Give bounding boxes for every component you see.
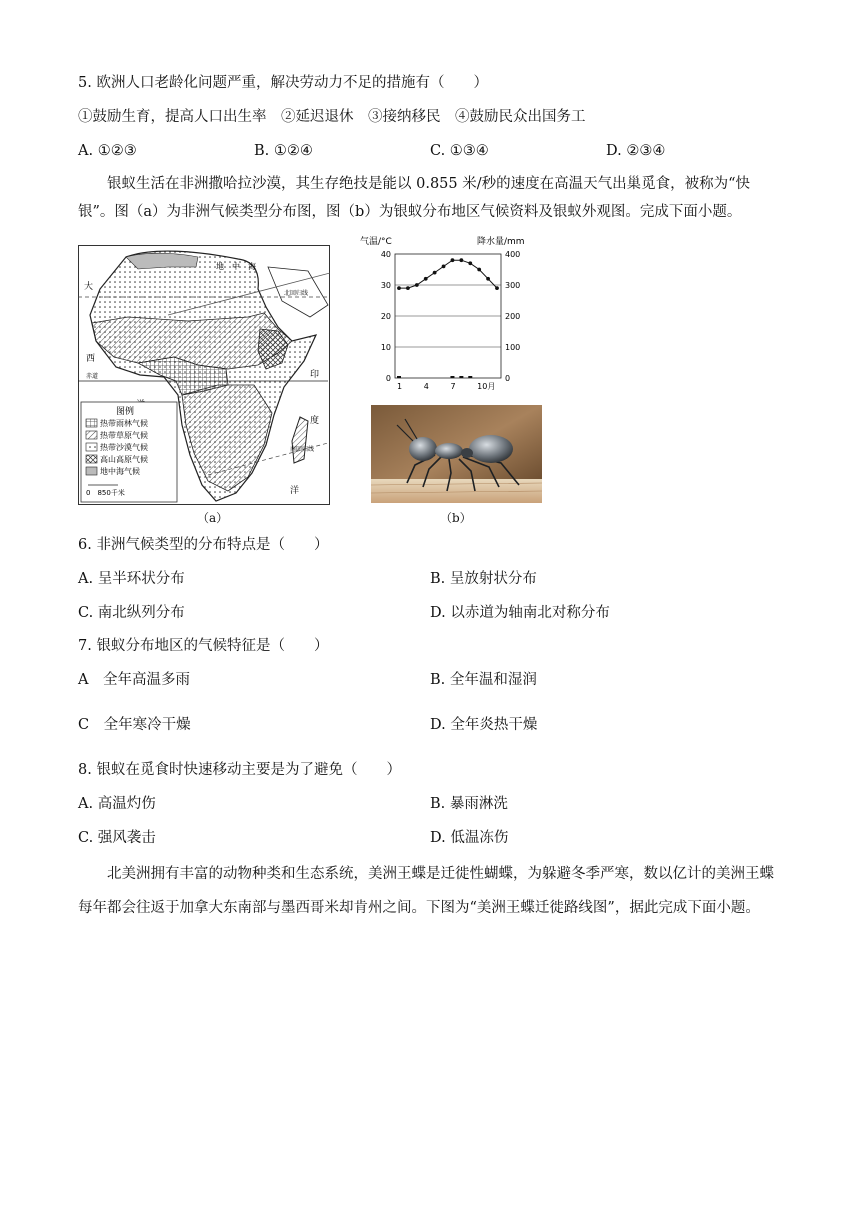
chart-yright-tick: 0	[505, 374, 511, 383]
chart-yleft-tick: 30	[380, 281, 391, 290]
temperature-point	[451, 258, 455, 262]
q5-option-a: A. ①②③	[78, 143, 137, 159]
temperature-point	[415, 283, 419, 287]
map-label-tropic-capricorn: 南回归线	[290, 446, 315, 453]
chart-xtick: 7	[450, 382, 456, 391]
chart-xtick: 1	[397, 382, 403, 391]
chart-yleft-label: 气温/°C	[360, 237, 392, 247]
map-label-indian-3: 洋	[290, 486, 300, 496]
map-label-tropic-cancer: 北回归线	[284, 290, 309, 297]
q8-stem: 8. 银蚁在觅食时快速移动主要是为了避免（ ）	[78, 762, 401, 778]
q7-option-a: A 全年高温多雨	[78, 672, 190, 688]
precipitation-bar	[459, 376, 463, 378]
q5-items: ①鼓励生育，提高人口出生率 ②延迟退休 ③接纳移民 ④鼓励民众出国务工	[78, 109, 586, 125]
chart-yleft-tick: 0	[385, 374, 391, 383]
q8-option-a: A. 高温灼伤	[78, 796, 156, 812]
legend-item-mediterranean: 地中海气候	[100, 467, 140, 476]
q5-option-c: C. ①③④	[430, 143, 489, 159]
chart-yleft-tick: 10	[380, 343, 391, 352]
map-label-atlantic-1: 大	[84, 282, 94, 292]
temperature-point	[495, 286, 499, 290]
caption-a: （a）	[197, 511, 229, 525]
chart-yright-label: 降水量/mm	[477, 237, 525, 247]
temperature-point	[406, 286, 410, 290]
map-label-equator: 赤道	[86, 373, 99, 380]
temperature-point	[486, 277, 490, 281]
q6-stem: 6. 非洲气候类型的分布特点是（ ）	[78, 537, 329, 553]
q5-stem: 5. 欧洲人口老龄化问题严重，解决劳动力不足的措施有（ ）	[78, 75, 488, 91]
map-label-indian-2: 度	[310, 416, 320, 426]
legend-item-highland: 高山高原气候	[100, 455, 148, 464]
legend-item-desert: 热带沙漠气候	[100, 443, 148, 452]
chart-xtick: 10月	[477, 382, 496, 391]
precipitation-bar	[397, 376, 401, 378]
q6-option-c: C. 南北纵列分布	[78, 605, 185, 621]
legend-item-savanna: 热带草原气候	[100, 431, 148, 440]
chart-yleft-tick: 40	[380, 250, 391, 259]
temperature-point	[477, 268, 481, 272]
q8-option-c: C. 强风袭击	[78, 830, 156, 846]
precipitation-bar	[468, 376, 472, 378]
legend-item-rainforest: 热带雨林气候	[100, 419, 148, 428]
chart-yright-tick: 200	[505, 312, 521, 321]
q5-option-d: D. ②③④	[606, 143, 666, 159]
legend-scale: 0 850千米	[86, 489, 125, 497]
q8-option-d: D. 低温冻伤	[430, 830, 509, 846]
q5-option-b: B. ①②④	[254, 143, 313, 159]
map-label-indian-1: 印	[310, 370, 320, 380]
q7-option-b: B. 全年温和湿润	[430, 672, 537, 688]
q6-option-d: D. 以赤道为轴南北对称分布	[430, 605, 610, 621]
chart-yright-tick: 300	[505, 281, 521, 290]
map-label-mediterranean: 地 中 海	[216, 262, 256, 271]
passage-monarch-butterfly: 北美洲拥有丰富的动物种类和生态系统，美洲王蝶是迁徙性蝴蝶，为躲避冬季严寒，数以亿计的美洲王蝶每年都会往返于加拿大东南部与墨西哥米却肯州之间。下图为“美洲王蝶迁徙路线图”，据此完成下面小题。	[78, 866, 774, 916]
chart-yright-tick: 100	[505, 343, 521, 352]
passage-silver-ant: 银蚁生活在非洲撒哈拉沙漠，其生存绝技是能以 0.855 米/秒的速度在高温天气出巢觅食，被称为“快银”。图（a）为非洲气候类型分布图，图（b）为银蚁分布地区气候资料及银蚁外观图。完成下面小题。	[78, 176, 751, 220]
chart-yleft-tick: 20	[380, 312, 391, 321]
climate-chart	[350, 232, 540, 394]
silver-ant-photo	[371, 405, 542, 503]
q7-option-c: C 全年寒冷干燥	[78, 717, 191, 733]
caption-b: （b）	[440, 511, 472, 525]
map-label-atlantic-2: 西	[86, 354, 96, 364]
q7-option-d: D. 全年炎热干燥	[430, 717, 538, 733]
temperature-point	[468, 261, 472, 265]
chart-yright-tick: 400	[505, 250, 521, 259]
legend-title: 图例	[116, 407, 135, 417]
temperature-point	[424, 277, 428, 281]
temperature-point	[397, 286, 401, 290]
temperature-point	[433, 271, 437, 275]
precipitation-bar	[450, 376, 454, 378]
temperature-line	[399, 260, 497, 288]
africa-climate-map	[78, 245, 330, 505]
q8-option-b: B. 暴雨淋洗	[430, 796, 508, 812]
q7-stem: 7. 银蚁分布地区的气候特征是（ ）	[78, 638, 329, 654]
map-legend	[81, 402, 177, 502]
temperature-point	[459, 258, 463, 262]
q6-option-b: B. 呈放射状分布	[430, 571, 537, 587]
chart-xtick: 4	[423, 382, 429, 391]
q6-option-a: A. 呈半环状分布	[78, 571, 185, 587]
temperature-point	[442, 265, 446, 269]
